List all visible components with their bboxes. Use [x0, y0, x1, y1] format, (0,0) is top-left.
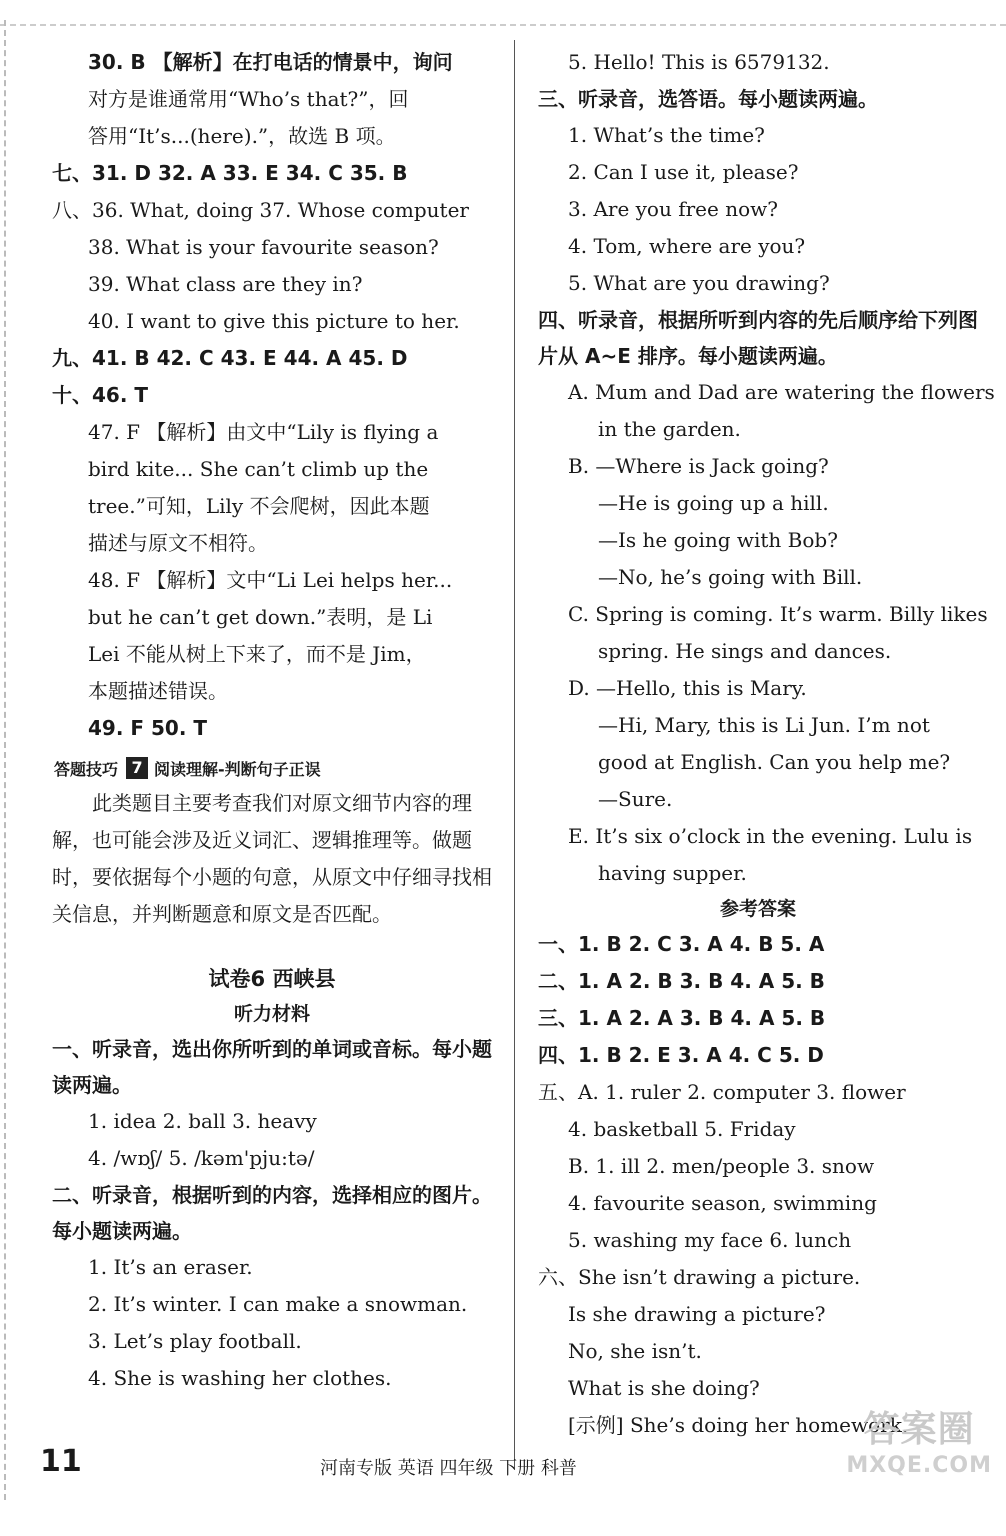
left-border-decoration [4, 20, 20, 1500]
answer-key-part-6-line-1: 六、She isn’t drawing a picture. [538, 1265, 861, 1289]
left-column [52, 44, 492, 1397]
answer-48-line-1: 48. F 【解析】文中“Li Lei helps her... [88, 568, 453, 592]
answer-key-part-2: 二、1. A 2. B 3. B 4. A 5. B [538, 969, 825, 993]
picture-d-line-4: —Sure. [598, 787, 673, 811]
answer-47-line-4: 描述与原文不相符。 [88, 531, 268, 555]
listening-part-1-line-2: 4. /wɒʃ/ 5. /kəm'pju:tə/ [88, 1146, 315, 1170]
picture-b-line-2: —He is going up a hill. [598, 491, 829, 515]
listening-part-2-item-3: 3. Let’s play football. [88, 1329, 302, 1353]
section-9-answers: 九、41. B 42. C 43. E 44. A 45. D [52, 346, 408, 370]
answer-30-line-3: 答用“It’s...(here).”，故选 B 项。 [88, 124, 396, 148]
listening-part-3-item-1: 1. What’s the time? [568, 123, 765, 147]
top-border-decoration [0, 0, 1006, 26]
picture-e-line-2: having supper. [598, 861, 747, 885]
listening-part-4-heading: 四、听录音，根据所听到内容的先后顺序给下列图片从 A~E 排序。每小题读两遍。 [538, 308, 978, 368]
picture-d-line-2: —Hi, Mary, this is Li Jun. I’m not [598, 713, 930, 737]
listening-part-1-heading: 一、听录音，选出你所听到的单词或音标。每小题读两遍。 [52, 1037, 492, 1097]
answer-key-part-6-line-3: No, she isn’t. [568, 1339, 702, 1363]
answer-key-part-5-line-1: 五、A. 1. ruler 2. computer 3. flower [538, 1080, 906, 1104]
watermark-url: MXQE.COM [846, 1453, 992, 1478]
column-divider [514, 40, 515, 1470]
listening-material-title: 听力材料 [233, 1003, 310, 1025]
listening-part-3-item-4: 4. Tom, where are you? [568, 234, 806, 258]
picture-d-line-3: good at English. Can you help me? [598, 750, 951, 774]
listening-part-3-item-2: 2. Can I use it, please? [568, 160, 799, 184]
answer-38: 38. What is your favourite season? [88, 235, 439, 259]
tip-title: 阅读理解-判断句子正误 [154, 759, 321, 779]
answer-key-part-5-line-5: 5. washing my face 6. lunch [568, 1228, 852, 1252]
answer-48-line-4: 本题描述错误。 [88, 679, 228, 703]
answer-30-line-1: 30. B 【解析】在打电话的情景中，询问 [88, 50, 453, 74]
section-8-answers: 八、36. What, doing 37. Whose computer [52, 198, 469, 222]
answer-key-part-6-line-2: Is she drawing a picture? [568, 1302, 826, 1326]
picture-c-line-2: spring. He sings and dances. [598, 639, 892, 663]
picture-b-line-1: B. —Where is Jack going? [568, 454, 829, 478]
page-number: 11 [40, 1444, 82, 1479]
picture-e-line-1: E. It’s six o’clock in the evening. Lulu is [568, 824, 973, 848]
section-7-answers: 七、31. D 32. A 33. E 34. C 35. B [52, 161, 408, 185]
answer-30-line-2: 对方是谁通常用“Who’s that?”，回 [88, 87, 409, 111]
answer-49-50: 49. F 50. T [88, 716, 208, 740]
listening-part-2-item-4: 4. She is washing her clothes. [88, 1366, 392, 1390]
picture-c-line-1: C. Spring is coming. It’s warm. Billy likes [568, 602, 988, 626]
listening-part-2-item-1: 1. It’s an eraser. [88, 1255, 253, 1279]
footer-book-info: 河南专版 英语 四年级 下册 科普 [320, 1458, 577, 1479]
picture-a-line-1: A. Mum and Dad are watering the flowers [568, 380, 995, 404]
answer-40: 40. I want to give this picture to her. [88, 309, 460, 333]
watermark-text: 答案圈 [863, 1409, 975, 1450]
answer-key-part-4: 四、1. B 2. E 3. A 4. C 5. D [538, 1043, 824, 1067]
picture-a-line-2: in the garden. [598, 417, 741, 441]
tip-badge: 答题技巧 [52, 757, 120, 780]
answer-47-line-1: 47. F 【解析】由文中“Lily is flying a [88, 420, 439, 444]
answer-key-part-5-line-2: 4. basketball 5. Friday [568, 1117, 796, 1141]
right-column [538, 44, 995, 1444]
tip-number: 7 [126, 757, 148, 779]
answer-key-part-6-line-5: [示例] She’s doing her homework. [568, 1413, 909, 1437]
listening-part-3-item-3: 3. Are you free now? [568, 197, 778, 221]
listening-part-2-heading: 二、听录音，根据听到的内容，选择相应的图片。每小题读两遍。 [52, 1183, 492, 1243]
watermark-logo [846, 1409, 992, 1484]
listening-part-2-item-5: 5. Hello! This is 6579132. [568, 50, 830, 74]
picture-b-line-4: —No, he’s going with Bill. [598, 565, 863, 589]
section-10-answers: 十、46. T [52, 383, 149, 407]
answer-47-line-3: tree.”可知，Lily 不会爬树，因此本题 [88, 494, 430, 518]
answer-key-part-5-line-4: 4. favourite season, swimming [568, 1191, 877, 1215]
picture-b-line-3: —Is he going with Bob? [598, 528, 838, 552]
answer-key-part-3: 三、1. A 2. A 3. B 4. A 5. B [538, 1006, 826, 1030]
answer-key-part-1: 一、1. B 2. C 3. A 4. B 5. A [538, 932, 825, 956]
listening-part-3-heading: 三、听录音，选答语。每小题读两遍。 [538, 87, 878, 111]
picture-d-line-1: D. —Hello, this is Mary. [568, 676, 807, 700]
paper-title: 试卷6 西峡县 [208, 967, 336, 991]
answer-key-part-6-line-4: What is she doing? [568, 1376, 760, 1400]
listening-part-3-item-5: 5. What are you drawing? [568, 271, 830, 295]
listening-part-2-item-2: 2. It’s winter. I can make a snowman. [88, 1292, 468, 1316]
tip-body: 此类题目主要考查我们对原文细节内容的理解，也可能会涉及近义词汇、逻辑推理等。做题时，要依据每个小题的句意，从原文中仔细寻找相关信息，并判断题意和原文是否匹配。 [52, 791, 492, 926]
answer-39: 39. What class are they in? [88, 272, 363, 296]
answer-key-title: 参考答案 [719, 898, 796, 920]
listening-part-1-line-1: 1. idea 2. ball 3. heavy [88, 1109, 317, 1133]
answer-48-line-3: Lei 不能从树上下来了，而不是 Jim， [88, 642, 426, 666]
answer-key-part-5-line-3: B. 1. ill 2. men/people 3. snow [568, 1154, 875, 1178]
tip-header [52, 751, 492, 785]
answer-48-line-2: but he can’t get down.”表明，是 Li [88, 605, 433, 629]
answer-47-line-2: bird kite... She can’t climb up the [88, 457, 429, 481]
